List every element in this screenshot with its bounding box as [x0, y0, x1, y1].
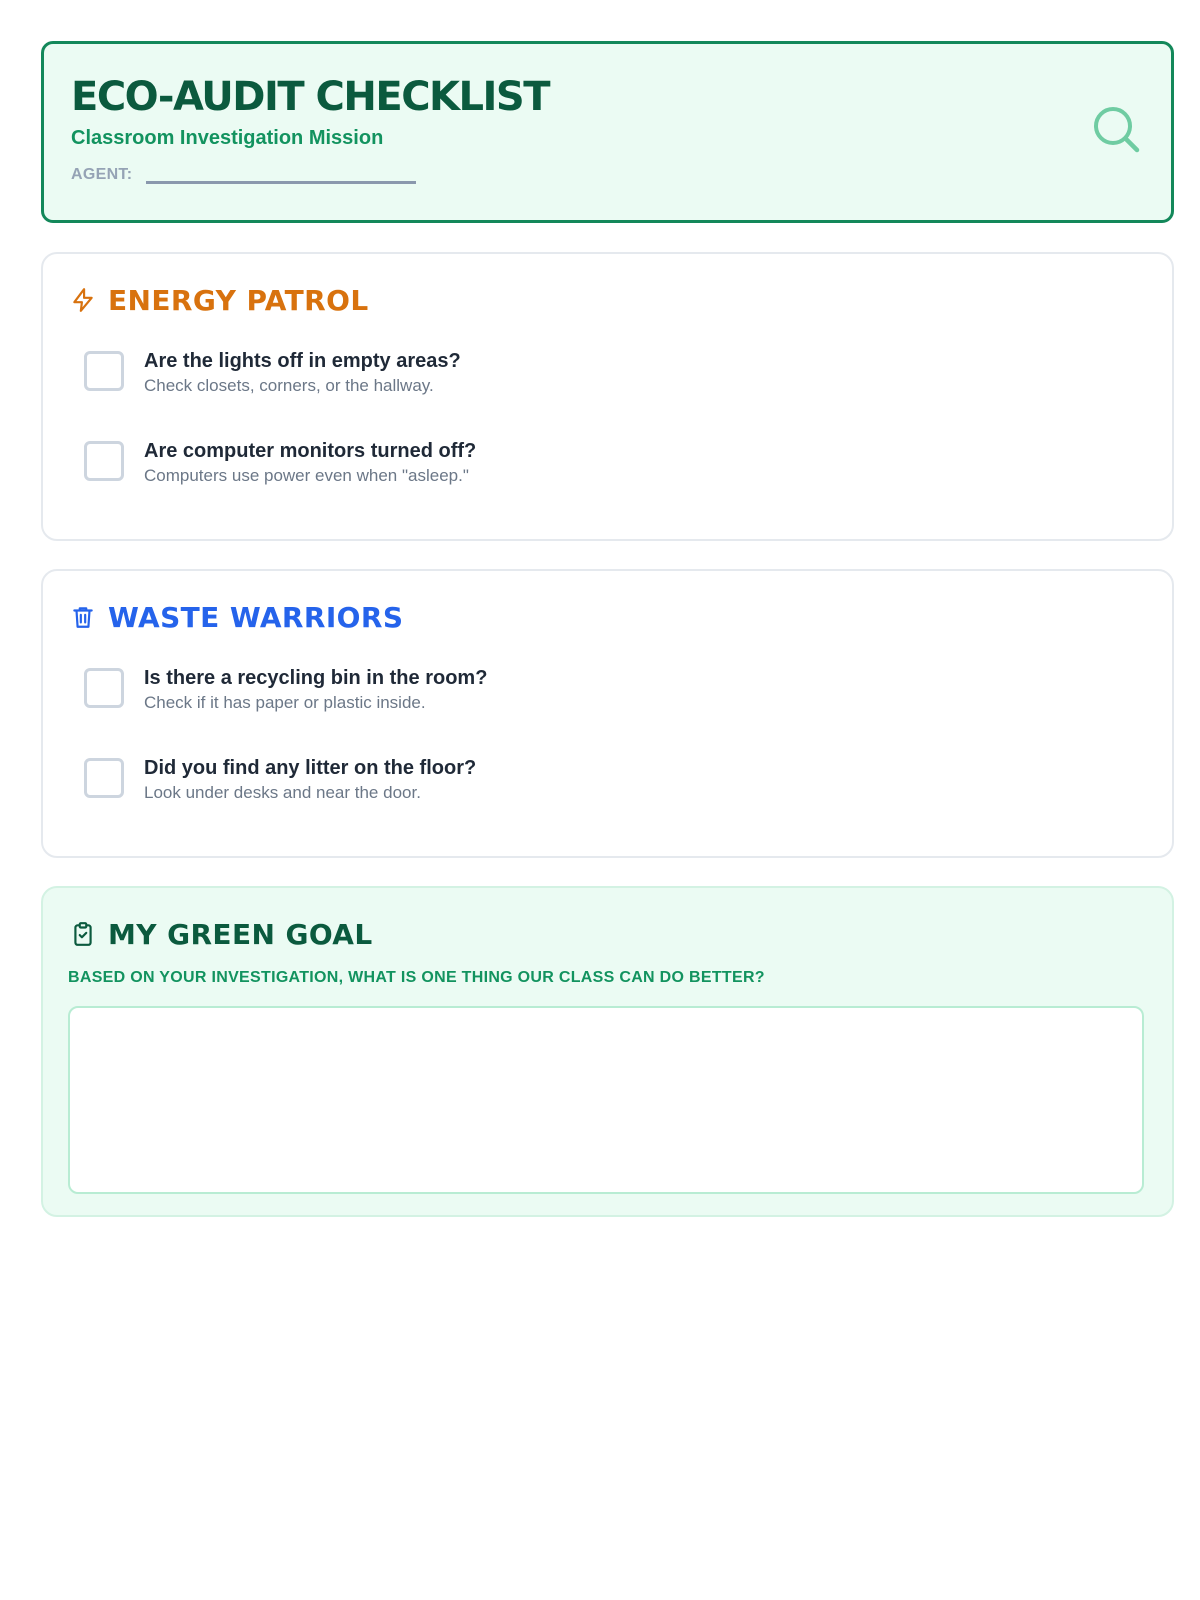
checklist-item-text: [144, 438, 476, 488]
checklist-item: [84, 665, 1145, 715]
agent-label: AGENT:: [71, 166, 133, 183]
trash-icon: [70, 604, 96, 630]
section-title: WASTE WARRIORS: [108, 600, 404, 634]
checklist-question: Is there a recycling bin in the room?: [144, 667, 488, 689]
monitors-off-checkbox[interactable]: [84, 441, 124, 481]
clipboard-check-icon: [70, 921, 96, 947]
recycling-bin-checkbox[interactable]: [84, 668, 124, 708]
section-header: [70, 601, 1145, 633]
checklist-item-text: [144, 665, 487, 715]
lights-off-checkbox[interactable]: [84, 351, 124, 391]
checklist-hint: Check if it has paper or plastic inside.: [144, 693, 426, 712]
litter-checkbox[interactable]: [84, 758, 124, 798]
checklist-item-text: [144, 755, 476, 805]
page-title: ECO-AUDIT CHECKLIST: [71, 74, 550, 120]
search-icon: [1091, 104, 1143, 156]
agent-name-field[interactable]: [146, 168, 416, 184]
checklist-question: Did you find any litter on the floor?: [144, 757, 477, 779]
green-goal-textarea[interactable]: [68, 1006, 1144, 1194]
section-title: MY GREEN GOAL: [108, 917, 373, 951]
lightning-icon: [70, 287, 96, 313]
section-header: [70, 284, 1145, 316]
checklist-item: [84, 438, 1145, 488]
checklist-item-text: [144, 348, 461, 398]
energy-patrol-section: [41, 252, 1174, 541]
header-card: [41, 41, 1174, 223]
page-subtitle: Classroom Investigation Mission: [71, 127, 384, 149]
goal-prompt: BASED ON YOUR INVESTIGATION, WHAT IS ONE THING OUR CLASS CAN DO BETTER?: [68, 969, 765, 986]
checklist-question: Are computer monitors turned off?: [144, 440, 477, 462]
checklist-item: [84, 348, 1145, 398]
checklist-item: [84, 755, 1145, 805]
checklist-question: Are the lights off in empty areas?: [144, 350, 461, 372]
waste-warriors-section: [41, 569, 1174, 858]
green-goal-section: [41, 886, 1174, 1217]
checklist-hint: Computers use power even when "asleep.": [144, 466, 469, 485]
checklist-hint: Check closets, corners, or the hallway.: [144, 376, 434, 395]
checklist-hint: Look under desks and near the door.: [144, 783, 421, 802]
section-header: [70, 918, 1145, 950]
agent-row: [71, 166, 1144, 184]
section-title: ENERGY PATROL: [108, 283, 369, 317]
